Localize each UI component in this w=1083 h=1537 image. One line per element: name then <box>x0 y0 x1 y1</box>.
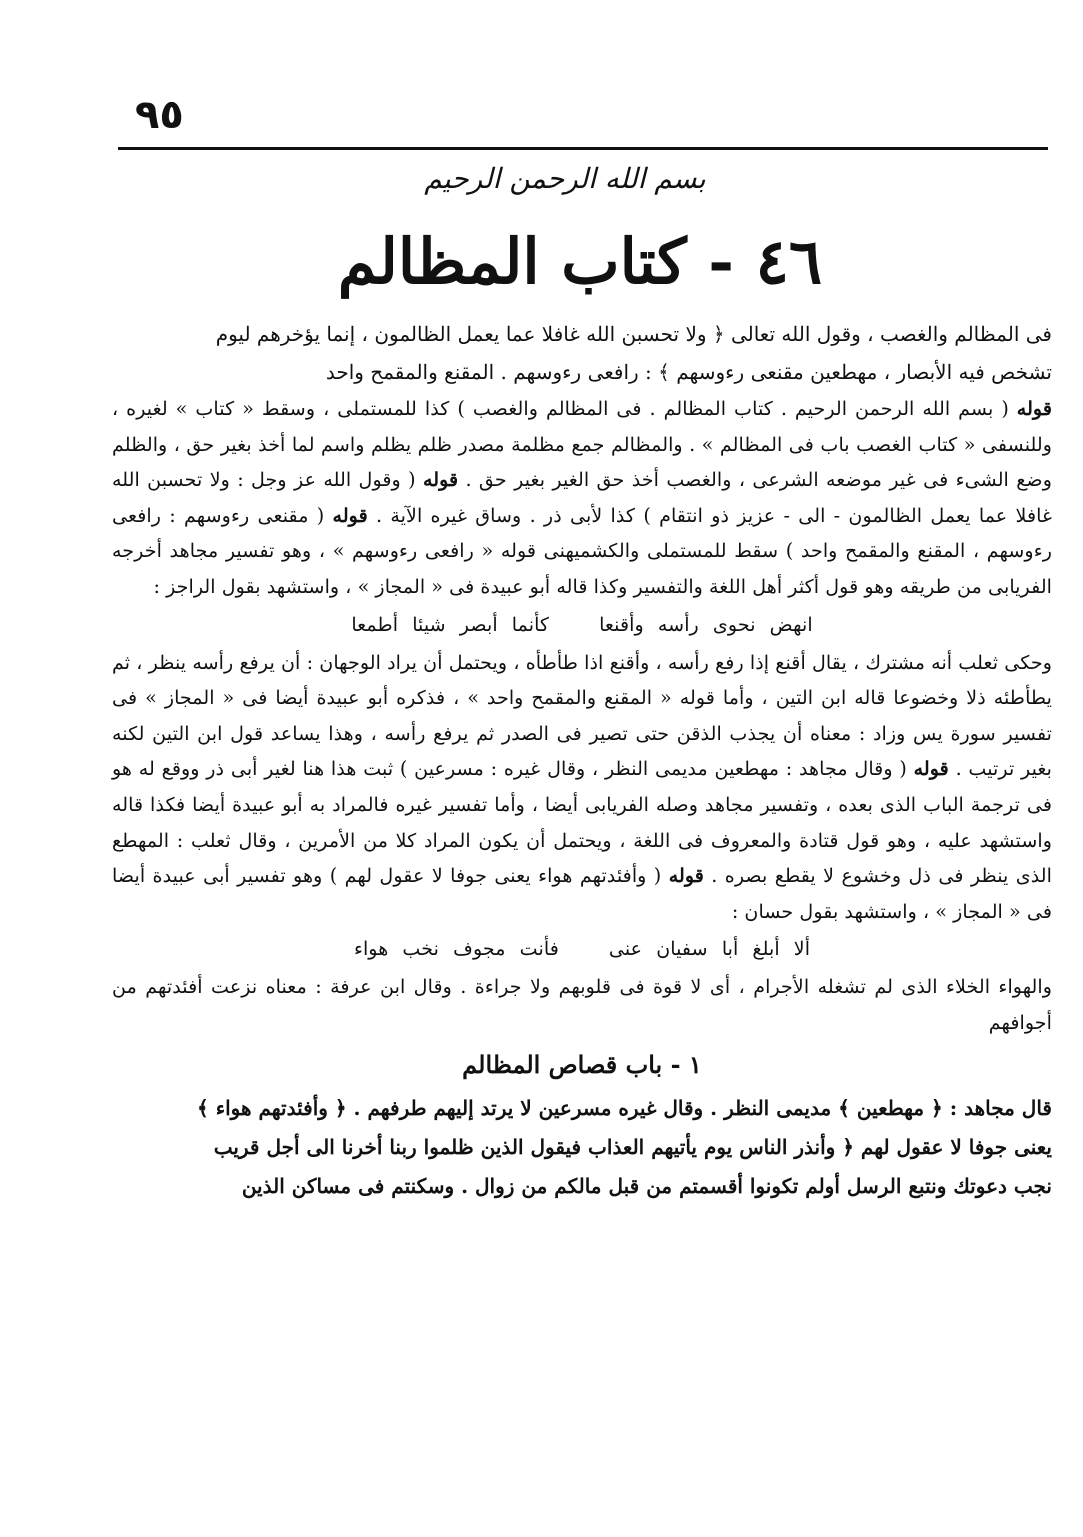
page-body <box>112 315 1052 1206</box>
chapter-text-line: نجب دعوتك ونتبع الرسل أولم تكونوا أقسمتم من قبل مالكم من زوال . وسكنتم فى مساكن الذين <box>241 1173 1052 1198</box>
chapter-text-line: قال مجاهد : ﴿ مهطعين ﴾ مديمى النظر . وقال غيره مسرعين لا يرتد إليهم طرفهم . ﴿ وأفئدتهم هواء ﴾ <box>197 1095 1052 1120</box>
chapter-number: ١ - <box>670 1049 702 1079</box>
commentary-paragraph <box>112 645 1052 930</box>
commentary-text: ( وقول الله عز وجل : ولا تحسبن الله غافلا عما يعمل الظالمون - الى - عزيز ذو انتقام ) كذا لأبى ذر . وساق غيره الآية . <box>112 468 1052 527</box>
qawluh-marker: قوله <box>422 468 459 492</box>
basmala: بسم الله الرحمن الرحيم <box>424 162 706 195</box>
book-title: ٤٦ - كتاب المظالم <box>337 225 823 298</box>
qawluh-marker: قوله <box>668 864 704 888</box>
chapter-heading <box>112 1041 1052 1089</box>
chapter-text-line: يعنى جوفا لا عقول لهم ﴿ وأنذر الناس يوم يأتيهم العذاب فيقول الذين ظلموا ربنا أخرنا الى أجل قريب <box>213 1134 1052 1159</box>
commentary-paragraph <box>112 391 1052 605</box>
commentary-text: ( وأفئدتهم هواء يعنى جوفا لا عقول لهم ) وهو تفسير أبى عبيدة أيضا فى « المجاز » ، واستشهد بقول حسان : <box>112 864 1052 923</box>
page-number: ٩٥ <box>135 92 184 138</box>
commentary-text: ( مقنعى رءوسهم : رافعى رءوسهم ، المقنع والمقمح واحد ) سقط للمستملى والكشميهنى قوله « رافعى رءوسهم » ، وهو تفسير مجاهد أخرجه الفريابى من طريقه وهو قول أكثر أهل اللغة والتفسير وكذا قاله أبو عبيدة فى « المجاز » ، واستشهد بقول الراجز : <box>112 503 1052 598</box>
poetry-verse <box>112 929 1052 969</box>
verse-hemistich: كأنما أبصر شيئا أطمعا <box>351 612 550 636</box>
verse-hemistich: انهض نحوى رأسه وأقنعا <box>599 612 813 636</box>
chapter-word: باب <box>625 1049 663 1079</box>
qawluh-marker: قوله <box>1016 397 1052 420</box>
intro-line: فى المظالم والغصب ، وقول الله تعالى ﴿ ولا تحسبن الله غافلا عما يعمل الظالمون ، إنما يؤخرهم ليوم <box>215 322 1052 346</box>
qawluh-marker: قوله <box>913 757 949 781</box>
commentary-text: ( بسم الله الرحمن الرحيم . كتاب المظالم . فى المظالم والغصب ) كذا للمستملى ، وسقط « كتاب » لغيره ، وللنسفى « كتاب الغصب باب فى المظالم » . والمظالم جمع مظلمة مصدر ظلم يظلم واسم لما أخذ بغير حق ، والظلم وضع الشىء فى غير موضعه الشرعى ، والغصب أخذ حق الغير بغير حق . <box>112 397 1052 492</box>
qawluh-marker: قوله <box>332 503 368 527</box>
header-rule <box>118 147 1048 150</box>
commentary-text: ( وقال مجاهد : مهطعين مديمى النظر ، وقال غيره : مسرعين ) ثبت هذا هنا لغير أبى ذر ووقع له هو فى ترجمة الباب الذى بعده ، وتفسير مجاهد وصله الفريابى أيضا ، وأما تفسير غيره فالمراد به أبو عبيدة أيضا فكذا قاله واستشهد عليه ، وهو قول قتادة والمعروف فى اللغة ، ويحتمل أن يكون المراد كلا من الأمرين ، وقال ثعلب : المهطع الذى ينظر فى ذل وخشوع لا يقطع بصره . <box>112 757 1052 888</box>
commentary-paragraph: والهواء الخلاء الذى لم تشغله الأجرام ، أى لا قوة فى قلوبهم ولا جراءة . وقال ابن عرفة : معناه نزعت أفئدتهم من أجوافهم <box>112 975 1052 1034</box>
chapter-title: قصاص المظالم <box>462 1049 618 1079</box>
poetry-verse <box>112 605 1052 645</box>
verse-hemistich: فأنت مجوف نخب هواء <box>353 937 559 961</box>
verse-hemistich: ألا أبلغ أبا سفيان عنى <box>608 937 811 961</box>
commentary-text: وحكى ثعلب أنه مشترك ، يقال أقنع إذا رفع رأسه ، وأقنع اذا طأطأه ، ويحتمل أن يراد الوجهان : أن يرفع رأسه ينظر ، ثم يطأطئه ذلا وخضوعا قاله ابن التين ، وأما قوله « المقنع والمقمح واحد » ، فذكره أبو عبيدة أيضا فى « المجاز » فى تفسير سورة يس وزاد : معناه أن يجذب الذقن حتى تصير فى الصدر ثم يرفع رأسه ، وهذا يساعد قول ابن التين لكنه بغير ترتيب . <box>112 650 1053 781</box>
intro-line: تشخص فيه الأبصار ، مهطعين مقنعى رءوسهم ﴾ : رافعى رءوسهم . المقنع والمقمح واحد <box>325 360 1052 384</box>
